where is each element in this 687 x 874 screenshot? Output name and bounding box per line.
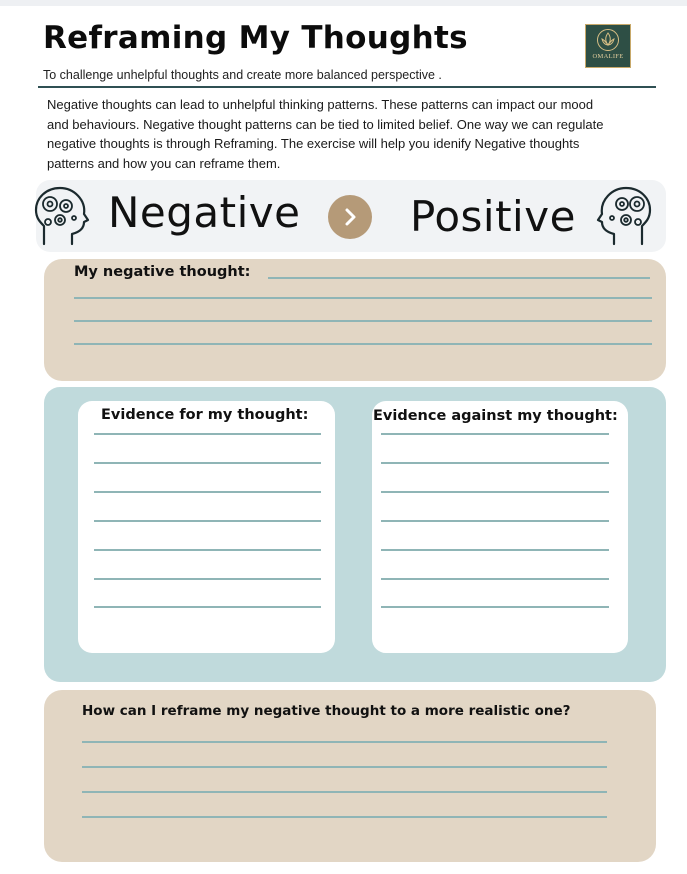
head-gears-icon (28, 184, 94, 248)
writing-line[interactable] (268, 277, 650, 279)
writing-line[interactable] (94, 549, 321, 551)
intro-paragraph: Negative thoughts can lead to unhelpful thinking patterns. These patterns can impact our mood and behaviours. Negative thought patterns can be tied to limited belief. One way we can regulate negative thoughts is through Reframing. The exercise will help you idenify Negative thoughts patterns and how you can reframe them. (47, 97, 604, 171)
writing-line[interactable] (74, 320, 652, 322)
writing-line[interactable] (82, 766, 607, 768)
head-gears-icon (592, 184, 658, 248)
writing-line[interactable] (94, 578, 321, 580)
writing-line[interactable] (82, 816, 607, 818)
negative-thought-label: My negative thought: (74, 264, 251, 280)
header-divider (38, 86, 656, 88)
logo-wordmark: OMALIFE (592, 53, 624, 60)
chevron-right-icon (340, 207, 360, 227)
writing-line[interactable] (82, 791, 607, 793)
writing-line[interactable] (82, 741, 607, 743)
writing-line[interactable] (381, 578, 609, 580)
writing-line[interactable] (94, 606, 321, 608)
writing-line[interactable] (381, 491, 609, 493)
arrow-circle (328, 195, 372, 239)
negative-word: Negative (108, 188, 301, 237)
lotus-icon (596, 28, 620, 52)
evidence-for-card (78, 401, 335, 653)
writing-line[interactable] (381, 606, 609, 608)
writing-line[interactable] (381, 549, 609, 551)
reframe-question: How can I reframe my negative thought to a more realistic one? (82, 703, 571, 719)
writing-line[interactable] (74, 297, 652, 299)
evidence-against-card (372, 401, 628, 653)
writing-line[interactable] (94, 433, 321, 435)
evidence-against-label: Evidence against my thought: (373, 408, 618, 424)
writing-line[interactable] (94, 520, 321, 522)
evidence-for-label: Evidence for my thought: (101, 407, 309, 423)
writing-line[interactable] (381, 433, 609, 435)
page-title: Reframing My Thoughts (43, 20, 468, 56)
writing-line[interactable] (381, 520, 609, 522)
top-strip (0, 0, 687, 6)
writing-line[interactable] (381, 462, 609, 464)
brand-logo (585, 24, 631, 68)
writing-line[interactable] (74, 343, 652, 345)
writing-line[interactable] (94, 491, 321, 493)
page-subtitle: To challenge unhelpful thoughts and create more balanced perspective . (43, 68, 442, 82)
positive-word: Positive (410, 192, 576, 241)
writing-line[interactable] (94, 462, 321, 464)
